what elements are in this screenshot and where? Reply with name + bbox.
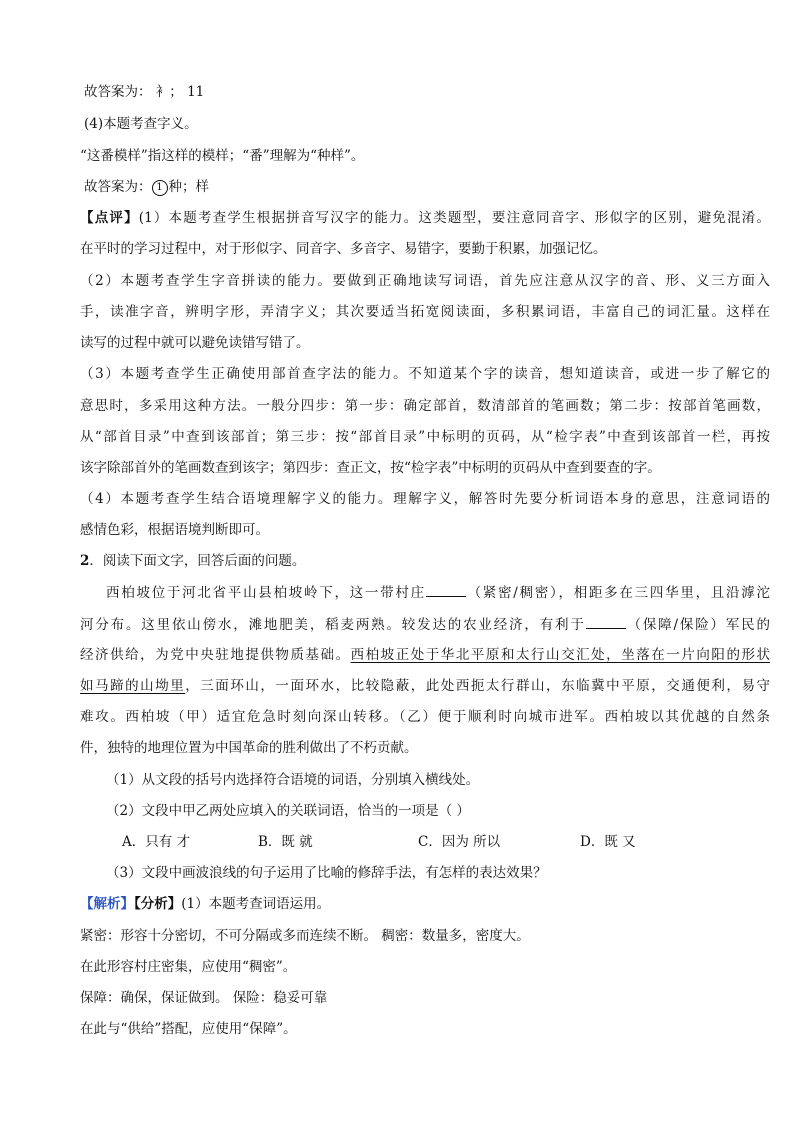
subquestion-1: （1）从文段的括号内选择符合语境的词语，分别填入横线处。 (106, 772, 480, 788)
explanation-line: “这番模样”指这样的模样；“番”理解为“种样”。 (80, 148, 365, 164)
passage-line-3: 经济供给，为党中央驻地提供物质基础。西柏坡正处于华北平原和太行山交汇处，坐落在一片向阳的形状 (80, 647, 771, 663)
comment-para-1-line-1 (80, 208, 770, 228)
comment-para-2-line-2: 手，读准字音，辨明字形，弄清字义；其次要适当拓宽阅读面，多积累词语，丰富自己的词汇量。这样在 (80, 304, 770, 320)
comment-para-2-line-1: （2）本题考查学生字音拼读的能力。要做到正确地读写词语，首先应注意从汉字的音、形、义三方面入 (80, 273, 770, 289)
comment-para-2-line-3: 读写的过程中就可以避免读错写错了。 (80, 335, 310, 351)
question-title: ．阅读下面文字，回答后面的问题。 (89, 553, 306, 569)
analysis-line-2: 在此形容村庄密集，应使用“稠密”。 (80, 959, 297, 975)
comment-para-4-line-1: （4）本题考查学生结合语境理解字义的能力。理解字义，解答时先要分析词语本身的意思，注意词语的 (80, 491, 770, 507)
answer-text: 种；样 (168, 179, 209, 195)
fill-blank-1[interactable] (426, 582, 466, 597)
comment-para-3-line-3: 从“部首目录”中查到该部首；第三步：按“部首目录”中标明的页码，从“检字表”中查到该部首一栏，再按 (80, 429, 770, 445)
answer-line-4 (84, 177, 209, 197)
passage-line-5: 难攻。西柏坡（甲）适宜危急时刻向深山转移。（乙）便于顺利时向城市进军。西柏坡以其优越的自然条 (80, 709, 770, 725)
subquestion-4-heading: (4)本题考查字义。 (84, 116, 198, 132)
question-2-heading (80, 551, 305, 571)
analysis-subtag: 【分析】 (134, 896, 182, 912)
comment-tag: 【点评】 (80, 210, 139, 226)
subquestion-2: （2）文段中甲乙两处应填入的关联词语，恰当的一项是（ ） (106, 803, 470, 819)
comment-para-4-line-2: 感情色彩，根据语境判断即可。 (80, 522, 269, 538)
analysis-line-3: 保障：确保，保证做到。 保险：稳妥可靠 (80, 990, 328, 1006)
comment-para-3-line-4: 该字除部首外的笔画数查到该字；第四步：查正文，按“检字表”中标明的页码从中查到要查的字。 (80, 460, 661, 476)
analysis-tag: 【解析】 (80, 896, 134, 912)
subquestion-3: （3）文段中画波浪线的句子运用了比喻的修辞手法，有怎样的表达效果？ (106, 865, 547, 881)
passage-line-2: 河分布。这里依山傍水，滩地肥美，稻麦两熟。较发达的农业经济，有利于 （保障/保险）军民的 (80, 614, 770, 635)
passage-line-1: 西柏坡位于河北省平山县柏坡岭下，这一带村庄 （紧密/稠密），相距多在三四华里，且沿滹沱 (106, 582, 770, 603)
answer-line-3: 故答案为： 衤； 11 (84, 84, 205, 100)
answer-prefix: 故答案为： (84, 179, 152, 195)
comment-text: (1）本题考查学生根据拼音写汉字的能力。这类题型，要注意同音字、形似字的区别，避免混淆。 (138, 210, 770, 226)
wavy-underlined-sentence-end: 如马蹄的山坳里 (80, 678, 186, 694)
option-b[interactable]: B．既 就 (258, 834, 313, 850)
passage-line-6: 件，独特的地理位置为中国革命的胜利做出了不朽贡献。 (80, 740, 418, 756)
option-d[interactable]: D．既 又 (580, 834, 636, 850)
fill-blank-2[interactable] (586, 614, 626, 629)
option-c[interactable]: C．因为 所以 (418, 834, 501, 850)
question-number: 2 (80, 553, 90, 569)
comment-para-1-line-2: 在平时的学习过程中，对于形似字、同音字、多音字、易错字，要勤于积累，加强记忆。 (80, 241, 607, 257)
analysis-line-1: 紧密：形容十分密切，不可分隔或多而连续不断。 稠密：数量多，密度大。 (80, 928, 530, 944)
comment-para-3-line-1: （3）本题考查学生正确使用部首查字法的能力。不知道某个字的读音，想知道读音，或进一步了解它的 (80, 366, 770, 382)
comment-para-3-line-2: 意思时，多采用这种方法。一般分四步：第一步：确定部首，数清部首的笔画数；第二步：按部首笔画数， (80, 398, 770, 414)
passage-line-4: 如马蹄的山坳里，三面环山，一面环水，比较隐蔽，此处西扼太行群山，东临冀中平原，交通便利，易守 (80, 678, 770, 694)
circled-number: 1 (152, 180, 168, 196)
analysis-heading: 【解析】【分析】(1）本题考查词语运用。 (80, 896, 331, 912)
option-a[interactable]: A．只有 才 (122, 834, 191, 850)
wavy-underlined-sentence: 西柏坡正处于华北平原和太行山交汇处，坐落在一片向阳的形状 (350, 647, 771, 663)
analysis-line-4: 在此与“供给”搭配，应使用“保障”。 (80, 1021, 297, 1037)
